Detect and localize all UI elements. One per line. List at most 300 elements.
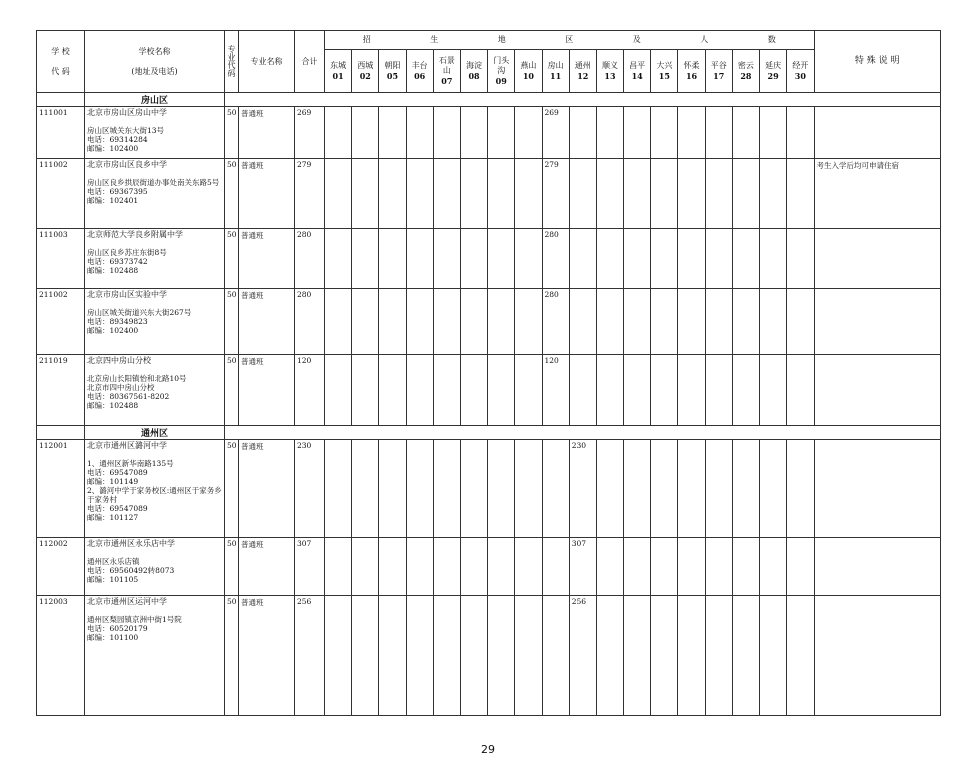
- school-address-line: 电话：69314284: [87, 134, 148, 144]
- district-count-cell: [732, 289, 759, 355]
- page-number: 29: [481, 743, 495, 756]
- special-note: 考生入学后均可申请住宿: [814, 159, 940, 229]
- header-district-code: 30: [794, 70, 806, 81]
- district-count-cell: [678, 538, 705, 596]
- header-district-02: [352, 50, 379, 93]
- district-count-cell: [651, 596, 678, 716]
- school-name: 北京市房山区实验中学: [87, 290, 167, 299]
- header-district-code: 11: [550, 70, 562, 81]
- district-count-cell: [406, 355, 433, 426]
- header-region-group-text: [327, 35, 812, 45]
- region-name: 房山区: [85, 93, 225, 107]
- district-count-cell: [325, 596, 352, 716]
- district-count-cell: [460, 107, 487, 159]
- header-school-code-line2: 代 码: [51, 66, 70, 76]
- district-count-cell: [596, 107, 623, 159]
- special-note: [814, 538, 940, 596]
- school-address-line: 邮编：101127: [87, 512, 139, 522]
- district-count-cell: [678, 355, 705, 426]
- header-district-15: [651, 50, 678, 93]
- district-count-cell: [651, 289, 678, 355]
- district-count-cell: [379, 289, 406, 355]
- district-count-cell: [406, 596, 433, 716]
- major-code: 50: [225, 107, 239, 159]
- district-count-cell: [460, 229, 487, 289]
- school-address-line: 电话：69547089: [87, 467, 148, 477]
- header-district-07: [433, 50, 460, 93]
- table-row: [37, 159, 941, 229]
- header-district-code: 05: [386, 70, 399, 81]
- district-count-cell: [352, 440, 379, 538]
- total-count: 256: [295, 596, 325, 716]
- district-count-cell: [352, 538, 379, 596]
- district-count-cell: [325, 440, 352, 538]
- district-count-cell: [678, 107, 705, 159]
- district-count-cell: [542, 538, 569, 596]
- header-region-group-char: 及: [632, 35, 641, 44]
- total-count: 279: [295, 159, 325, 229]
- district-count: 307: [571, 539, 587, 548]
- district-count-cell: [787, 596, 814, 716]
- major-code: 50: [225, 440, 239, 538]
- header-district-name: 东城: [330, 60, 347, 70]
- district-count-cell: [515, 159, 542, 229]
- table-row: [37, 289, 941, 355]
- special-note: [814, 107, 940, 159]
- school-name: 北京市通州区永乐店中学: [87, 539, 175, 548]
- major-code: 50: [225, 596, 239, 716]
- school-address-line: 电话：69547089: [87, 503, 148, 513]
- district-count-cell: [596, 159, 623, 229]
- header-district-name: 丰台: [411, 60, 428, 70]
- district-count-cell: [460, 538, 487, 596]
- school-address-line: 电话：60520179: [87, 623, 148, 633]
- district-count-cell: [760, 159, 787, 229]
- district-count-cell: [705, 596, 732, 716]
- header-district-code: 09: [495, 75, 507, 86]
- district-count: 279: [544, 160, 559, 169]
- district-count-cell: [433, 538, 460, 596]
- district-count-cell: [515, 107, 542, 159]
- district-count-cell: [760, 289, 787, 355]
- total-count: 120: [295, 355, 325, 426]
- district-count-cell: [488, 107, 515, 159]
- table-row: [37, 229, 941, 289]
- header-district-13: [596, 50, 623, 93]
- school-address-line: 房山区良乡拱辰街道办事处南关东路5号: [87, 177, 220, 187]
- school-code: 111001: [37, 107, 85, 159]
- district-count-cell: [569, 355, 596, 426]
- table-row: [37, 538, 941, 596]
- major-code: 50: [225, 355, 239, 426]
- district-count-cell: [542, 159, 569, 229]
- district-count-cell: [406, 107, 433, 159]
- district-count-cell: [705, 289, 732, 355]
- district-count: 280: [544, 230, 559, 239]
- district-count-cell: [542, 596, 569, 716]
- district-count-cell: [379, 355, 406, 426]
- school-info: [85, 289, 225, 355]
- region-row-fill: [225, 93, 941, 107]
- region-row-fill: [225, 426, 941, 440]
- district-count-cell: [760, 355, 787, 426]
- district-count-cell: [596, 440, 623, 538]
- district-count-cell: [569, 440, 596, 538]
- enrollment-table: [36, 30, 941, 716]
- district-count-cell: [705, 355, 732, 426]
- special-note: [814, 440, 940, 538]
- header-district-code: 07: [441, 75, 453, 86]
- district-count-cell: [624, 440, 651, 538]
- district-count-cell: [433, 355, 460, 426]
- major-code: 50: [225, 159, 239, 229]
- header-district-code: 12: [577, 70, 589, 81]
- district-count-cell: [569, 289, 596, 355]
- school-address-line: 邮编：101100: [87, 632, 139, 642]
- district-count-cell: [433, 289, 460, 355]
- school-info: [85, 107, 225, 159]
- district-count-cell: [624, 159, 651, 229]
- school-address-line: 通州区梨园镇京洲中街1号院: [87, 614, 182, 624]
- school-name: 北京师范大学良乡附属中学: [87, 230, 183, 239]
- school-address-line: 2、潞河中学于家务校区:通州区于家务乡于家务村: [87, 485, 222, 504]
- header-district-06: [406, 50, 433, 93]
- district-count-cell: [651, 355, 678, 426]
- district-count-cell: [787, 355, 814, 426]
- district-count-cell: [488, 289, 515, 355]
- header-school-code: [37, 31, 85, 93]
- district-count-cell: [325, 159, 352, 229]
- district-count-cell: [624, 538, 651, 596]
- district-count-cell: [433, 596, 460, 716]
- major-code: 50: [225, 538, 239, 596]
- header-district-name: 燕山: [520, 60, 537, 70]
- district-count-cell: [515, 596, 542, 716]
- district-count-cell: [651, 159, 678, 229]
- school-address-line: 房山区良乡苏庄东街8号: [87, 247, 167, 257]
- header-district-01: [325, 50, 352, 93]
- district-count-cell: [379, 440, 406, 538]
- table-row: [37, 355, 941, 426]
- district-count-cell: [406, 159, 433, 229]
- school-info: [85, 440, 225, 538]
- special-note: [814, 355, 940, 426]
- district-count-cell: [515, 440, 542, 538]
- school-name: 北京市通州区潞河中学: [87, 441, 167, 450]
- special-note: [814, 596, 940, 716]
- header-district-code: 15: [658, 70, 670, 81]
- total-count: 230: [295, 440, 325, 538]
- region-row: [37, 93, 941, 107]
- district-count-cell: [732, 440, 759, 538]
- header-school-name: [85, 31, 225, 93]
- district-count-cell: [433, 229, 460, 289]
- district-count-cell: [406, 440, 433, 538]
- school-address-line: 1、通州区新华南路135号: [87, 458, 174, 468]
- header-total: 合计: [295, 31, 325, 93]
- header-district-code: 06: [414, 70, 426, 81]
- district-count-cell: [379, 596, 406, 716]
- district-count-cell: [406, 229, 433, 289]
- district-count-cell: [488, 440, 515, 538]
- header-district-code: 01: [332, 70, 344, 81]
- district-count-cell: [596, 355, 623, 426]
- header-region-group-char: 地: [497, 35, 506, 44]
- header-district-12: [569, 50, 596, 93]
- district-count-cell: [569, 596, 596, 716]
- district-count-cell: [379, 159, 406, 229]
- header-district-name: 顺义: [601, 60, 618, 70]
- district-count-cell: [678, 596, 705, 716]
- major-name: 普通班: [239, 107, 295, 159]
- major-name: 普通班: [239, 440, 295, 538]
- header-region-group-char: 区: [565, 35, 574, 44]
- district-count-cell: [515, 538, 542, 596]
- school-name: 北京市房山区良乡中学: [87, 160, 167, 169]
- header-district-05: [379, 50, 406, 93]
- school-address-line: 邮编：102400: [87, 143, 139, 153]
- header-district-code: 17: [713, 70, 725, 81]
- header-district-name: 房山: [547, 60, 564, 70]
- header-notes: 特 殊 说 明: [814, 31, 940, 93]
- district-count-cell: [787, 440, 814, 538]
- district-count-cell: [760, 596, 787, 716]
- header-district-name: 经开: [792, 60, 809, 70]
- school-address-line: 邮编：102401: [87, 195, 139, 205]
- header-district-name: 延庆: [765, 60, 782, 70]
- school-address-line: 房山区城关街道兴东大街267号: [87, 307, 192, 317]
- district-count: 120: [544, 356, 559, 365]
- header-district-09: [488, 50, 515, 93]
- district-count-cell: [732, 107, 759, 159]
- header-district-code: 10: [522, 70, 534, 81]
- district-count-cell: [787, 107, 814, 159]
- district-count-cell: [433, 107, 460, 159]
- school-address-line: 北京市四中房山分校: [87, 382, 155, 392]
- district-count-cell: [596, 538, 623, 596]
- district-count-cell: [678, 229, 705, 289]
- district-count-cell: [678, 159, 705, 229]
- district-count-cell: [325, 107, 352, 159]
- header-district-08: [460, 50, 487, 93]
- district-count-cell: [651, 440, 678, 538]
- region-name: 通州区: [85, 426, 225, 440]
- district-count-cell: [352, 289, 379, 355]
- district-count-cell: [488, 355, 515, 426]
- district-count-cell: [705, 159, 732, 229]
- header-district-name: 密云: [737, 60, 754, 70]
- header-district-name: 西城: [357, 60, 374, 70]
- special-note: [814, 289, 940, 355]
- header-district-30: [787, 50, 814, 93]
- school-address-line: 邮编：101105: [87, 574, 139, 584]
- major-name: 普通班: [239, 596, 295, 716]
- header-district-14: [624, 50, 651, 93]
- school-address-line: 电话：69373742: [87, 256, 148, 266]
- school-code: 112003: [37, 596, 85, 716]
- school-info: [85, 159, 225, 229]
- school-address-line: 房山区城关东大街13号: [87, 125, 165, 135]
- district-count-cell: [787, 229, 814, 289]
- district-count-cell: [732, 538, 759, 596]
- school-address-line: 通州区永乐店镇: [87, 556, 140, 566]
- region-spacer: [37, 426, 85, 440]
- school-address-line: 电话：89349823: [87, 316, 148, 326]
- table-row: [37, 440, 941, 538]
- district-count-cell: [705, 440, 732, 538]
- district-count-cell: [760, 107, 787, 159]
- district-count-cell: [542, 289, 569, 355]
- major-code: 50: [225, 289, 239, 355]
- header-row-top: [37, 31, 941, 50]
- district-count-cell: [596, 596, 623, 716]
- header-district-name: 平谷: [710, 60, 727, 70]
- major-name: 普通班: [239, 229, 295, 289]
- district-count-cell: [488, 159, 515, 229]
- district-count-cell: [678, 440, 705, 538]
- header-district-name: 昌平: [629, 60, 646, 70]
- district-count-cell: [488, 596, 515, 716]
- district-count-cell: [624, 107, 651, 159]
- header-district-29: [760, 50, 787, 93]
- table-row: [37, 596, 941, 716]
- region-row: [37, 426, 941, 440]
- district-count-cell: [488, 538, 515, 596]
- district-count-cell: [624, 355, 651, 426]
- header-district-code: 29: [767, 70, 779, 81]
- header-district-10: [515, 50, 542, 93]
- district-count: 280: [544, 290, 559, 299]
- header-region-group-char: 生: [430, 35, 439, 44]
- total-count: 280: [295, 289, 325, 355]
- header-district-name: 朝阳: [384, 60, 401, 70]
- total-count: 269: [295, 107, 325, 159]
- header-region-group-char: 招: [362, 35, 371, 44]
- header-district-17: [705, 50, 732, 93]
- header-district-code: 08: [468, 70, 480, 81]
- school-address-line: 邮编：101149: [87, 476, 139, 486]
- district-count-cell: [624, 289, 651, 355]
- enrollment-table-sheet: [36, 30, 940, 716]
- school-info: [85, 355, 225, 426]
- district-count-cell: [542, 229, 569, 289]
- district-count-cell: [515, 289, 542, 355]
- district-count-cell: [379, 538, 406, 596]
- total-count: 307: [295, 538, 325, 596]
- district-count-cell: [460, 440, 487, 538]
- region-spacer: [37, 93, 85, 107]
- header-district-name: 怀柔: [683, 60, 700, 70]
- district-count-cell: [542, 107, 569, 159]
- district-count-cell: [705, 538, 732, 596]
- district-count-cell: [651, 229, 678, 289]
- school-address-line: 邮编：102488: [87, 265, 139, 275]
- district-count-cell: [732, 596, 759, 716]
- district-count-cell: [542, 355, 569, 426]
- district-count-cell: [406, 538, 433, 596]
- district-count-cell: [569, 159, 596, 229]
- header-district-code: 13: [604, 70, 616, 81]
- header-district-code: 16: [685, 70, 698, 81]
- header-region-group: [325, 31, 815, 50]
- special-note: [814, 229, 940, 289]
- header-district-code: 14: [631, 70, 643, 81]
- district-count-cell: [732, 355, 759, 426]
- school-address-line: 邮编：102488: [87, 400, 139, 410]
- school-address-line: 电话：80367561-8202: [87, 391, 170, 401]
- district-count-cell: [569, 538, 596, 596]
- district-count-cell: [732, 229, 759, 289]
- district-count-cell: [352, 596, 379, 716]
- district-count-cell: [325, 229, 352, 289]
- district-count-cell: [460, 355, 487, 426]
- district-count-cell: [433, 440, 460, 538]
- district-count-cell: [379, 107, 406, 159]
- header-district-11: [542, 50, 569, 93]
- district-count-cell: [596, 229, 623, 289]
- district-count-cell: [624, 229, 651, 289]
- school-code: 111002: [37, 159, 85, 229]
- header-school-code-line1: 学 校: [51, 46, 70, 56]
- school-info: [85, 538, 225, 596]
- school-name: 北京四中房山分校: [87, 356, 151, 365]
- school-name: 北京市房山区房山中学: [87, 108, 167, 117]
- district-count-cell: [488, 229, 515, 289]
- district-count-cell: [325, 538, 352, 596]
- district-count-cell: [542, 440, 569, 538]
- header-district-code: 02: [359, 70, 371, 81]
- school-code: 211019: [37, 355, 85, 426]
- header-district-16: [678, 50, 705, 93]
- table-row: [37, 107, 941, 159]
- district-count-cell: [460, 289, 487, 355]
- district-count-cell: [325, 289, 352, 355]
- school-code: 211002: [37, 289, 85, 355]
- district-count: 230: [571, 441, 587, 450]
- major-code: 50: [225, 229, 239, 289]
- district-count-cell: [569, 107, 596, 159]
- district-count-cell: [460, 596, 487, 716]
- school-code: 112001: [37, 440, 85, 538]
- district-count-cell: [352, 107, 379, 159]
- district-count-cell: [352, 159, 379, 229]
- header-district-code: 28: [740, 70, 752, 81]
- district-count-cell: [787, 159, 814, 229]
- header-district-name: 通州: [574, 60, 591, 70]
- district-count-cell: [787, 289, 814, 355]
- header-district-name: 大兴: [656, 60, 673, 70]
- district-count-cell: [787, 538, 814, 596]
- district-count-cell: [433, 159, 460, 229]
- district-count-cell: [352, 229, 379, 289]
- header-major-code: 专业代码: [225, 31, 239, 93]
- school-address-line: 邮编：102400: [87, 325, 139, 335]
- district-count-cell: [624, 596, 651, 716]
- district-count-cell: [732, 159, 759, 229]
- district-count-cell: [760, 538, 787, 596]
- school-address-line: 电话：69560492转8073: [87, 565, 175, 575]
- district-count-cell: [515, 229, 542, 289]
- district-count-cell: [651, 538, 678, 596]
- major-name: 普通班: [239, 159, 295, 229]
- major-name: 普通班: [239, 538, 295, 596]
- district-count-cell: [379, 229, 406, 289]
- header-district-name: 门头沟: [493, 55, 510, 75]
- district-count-cell: [352, 355, 379, 426]
- district-count-cell: [569, 229, 596, 289]
- school-info: [85, 596, 225, 716]
- district-count: 256: [571, 597, 587, 606]
